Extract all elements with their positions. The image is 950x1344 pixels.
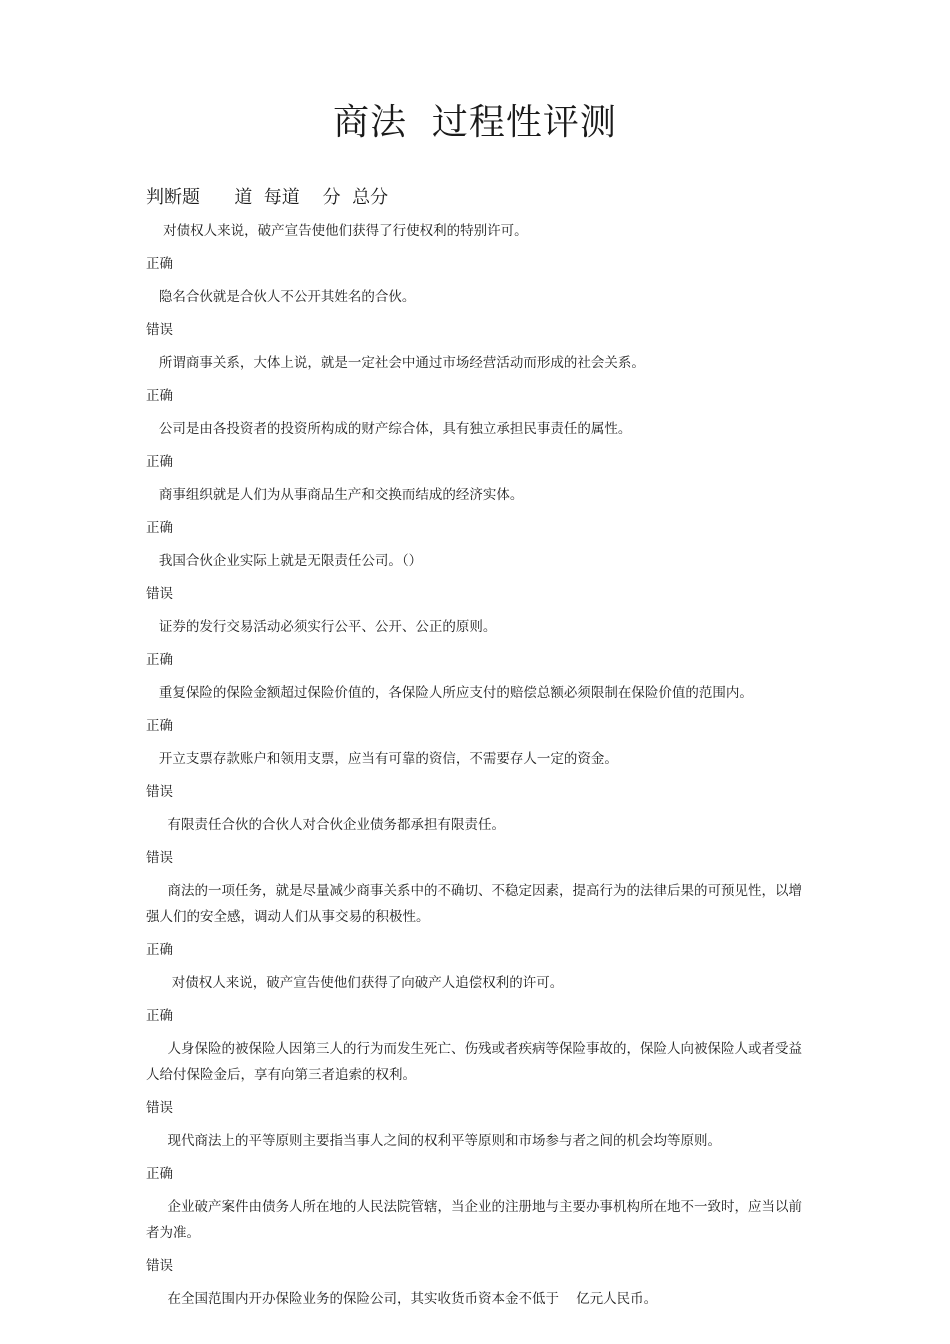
question-text: 现代商法上的平等原则主要指当事人之间的权利平等原则和市场参与者之间的机会均等原则。	[146, 1133, 721, 1149]
answer-text: 错误	[146, 586, 173, 602]
question-text: 重复保险的保险金额超过保险价值的，各保险人所应支付的赔偿总额必须限制在保险价值的范围内。	[146, 685, 753, 701]
answer-text: 正确	[146, 454, 173, 470]
answer-text: 错误	[146, 784, 173, 800]
answer-text: 错误	[146, 1100, 173, 1116]
answer-text: 正确	[146, 942, 173, 958]
document-title: 商法 过程性评测	[333, 102, 617, 143]
answer-text: 正确	[146, 718, 173, 734]
question-text: 开立支票存款账户和领用支票，应当有可靠的资信，不需要存人一定的资金。	[146, 751, 618, 767]
question-text: 在全国范围内开办保险业务的保险公司，其实收货币资本金不低于 亿元人民币。	[146, 1291, 658, 1307]
question-list	[146, 218, 814, 1312]
question-text: 人身保险的被保险人因第三人的行为而发生死亡、伤残或者疾病等保险事故的，保险人向被保险人或者受益人给付保险金后，享有向第三者追索的权利。	[146, 1041, 802, 1083]
answer-text: 正确	[146, 256, 173, 272]
answer-text: 正确	[146, 1166, 173, 1182]
question-text: 公司是由各投资者的投资所构成的财产综合体，具有独立承担民事责任的属性。	[146, 421, 632, 437]
answer-text: 错误	[146, 322, 173, 338]
answer-text: 正确	[146, 388, 173, 404]
answer-text: 正确	[146, 1008, 173, 1024]
answer-text: 错误	[146, 1258, 173, 1274]
question-text: 对债权人来说，破产宣告使他们获得了向破产人追偿权利的许可。	[146, 975, 564, 991]
question-text: 商法的一项任务，就是尽量减少商事关系中的不确切、不稳定因素，提高行为的法律后果的可预见性，以增强人们的安全感，调动人们从事交易的积极性。	[146, 883, 802, 925]
question-text: 隐名合伙就是合伙人不公开其姓名的合伙。	[146, 289, 416, 305]
section-header: 判断题 道 每道 分 总分	[146, 187, 389, 208]
question-text: 对债权人来说，破产宣告使他们获得了行使权利的特别许可。	[146, 223, 528, 239]
answer-text: 正确	[146, 652, 173, 668]
question-text: 有限责任合伙的合伙人对合伙企业债务都承担有限责任。	[146, 817, 505, 833]
answer-text: 正确	[146, 520, 173, 536]
question-text: 所谓商事关系，大体上说，就是一定社会中通过市场经营活动而形成的社会关系。	[146, 355, 645, 371]
question-text: 我国合伙企业实际上就是无限责任公司。（）	[146, 553, 423, 569]
question-text: 企业破产案件由债务人所在地的人民法院管辖，当企业的注册地与主要办事机构所在地不一致时，应当以前者为准。	[146, 1199, 802, 1241]
question-text: 商事组织就是人们为从事商品生产和交换而结成的经济实体。	[146, 487, 524, 503]
question-text: 证券的发行交易活动必须实行公平、公开、公正的原则。	[146, 619, 497, 635]
answer-text: 错误	[146, 850, 173, 866]
